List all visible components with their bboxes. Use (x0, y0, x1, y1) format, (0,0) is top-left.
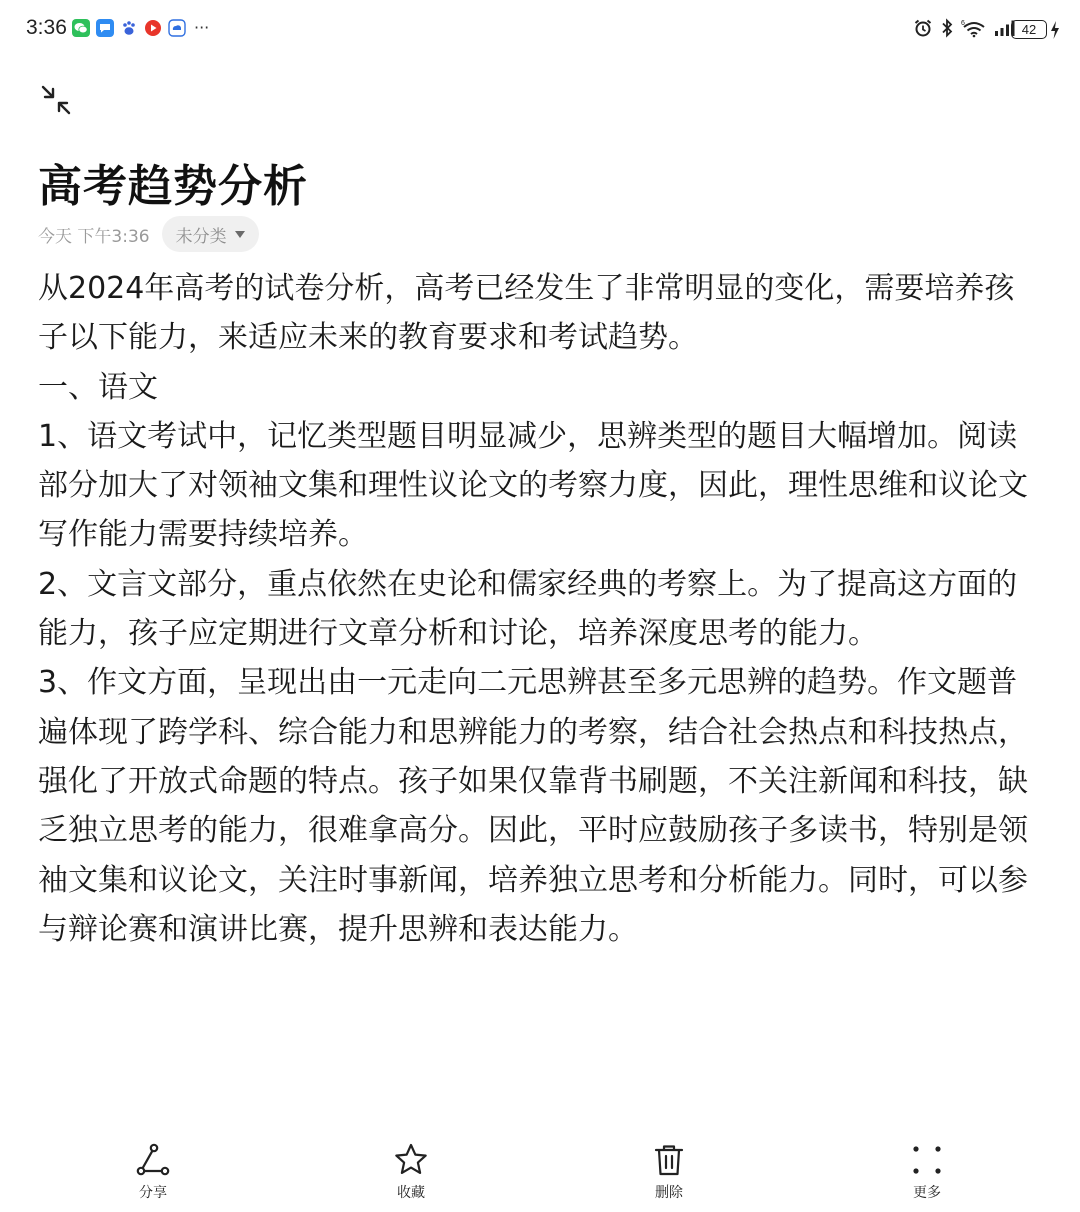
share-icon (135, 1142, 171, 1178)
note-paragraph: 3、作文方面，呈现出由一元走向二元思辨甚至多元思辨的趋势。作文题普遍体现了跨学科、综合能力和思辨能力的考察，结合社会热点和科技热点，强化了开放式命题的特点。孩子如果仅靠背书刷题，不关注新闻和科技，缺乏独立思考的能力，很难拿高分。因此，平时应鼓励孩子多读书，特别是领袖文集和议论文，关注时事新闻，培养独立思考和分析能力。同时，可以参与辩论赛和演讲比赛，提升思辨和表达能力。 (38, 665, 1028, 947)
note-paragraph: 从2024年高考的试卷分析，高考已经发生了非常明显的变化，需要培养孩子以下能力，来适应未来的教育要求和考试趋势。 (38, 271, 1015, 356)
category-selector[interactable] (162, 216, 259, 252)
charging-icon (1050, 21, 1060, 39)
wifi-6-icon (961, 18, 987, 38)
note-body[interactable] (38, 264, 1042, 954)
favorite-label: 收藏 (397, 1185, 425, 1201)
more-notifications-indicator: ··· (194, 18, 210, 37)
baidu-icon (120, 19, 138, 37)
category-label: 未分类 (175, 226, 227, 247)
bottom-toolbar (0, 1130, 1080, 1212)
system-icons (913, 18, 1018, 38)
share-label: 分享 (139, 1185, 167, 1201)
more-icon (909, 1142, 945, 1178)
bluetooth-icon (940, 18, 954, 38)
trash-icon (651, 1142, 687, 1178)
delete-label: 删除 (655, 1185, 683, 1201)
alarm-icon (913, 18, 933, 38)
more-label: 更多 (913, 1185, 941, 1201)
note-meta (38, 216, 259, 252)
status-time: 3:36 (26, 16, 67, 39)
collapse-button[interactable] (36, 80, 76, 120)
star-icon (393, 1142, 429, 1178)
wechat-icon (72, 19, 90, 37)
collapse-icon (39, 83, 73, 117)
delete-button[interactable] (619, 1140, 719, 1206)
favorite-button[interactable] (361, 1140, 461, 1206)
message-icon (96, 19, 114, 37)
note-paragraph: 一、语文 (38, 369, 158, 405)
caret-down-icon (235, 231, 245, 238)
notification-icons (72, 19, 209, 37)
note-paragraph: 1、语文考试中，记忆类型题目明显减少，思辨类型的题目大幅增加。阅读部分加大了对领袖文集和理性议论文的考察力度，因此，理性思维和议论文写作能力需要持续培养。 (38, 418, 1028, 553)
battery-level: 42 (1011, 20, 1047, 39)
more-button[interactable] (877, 1140, 977, 1206)
share-button[interactable] (103, 1140, 203, 1206)
video-app-icon (144, 19, 162, 37)
note-title[interactable]: 高考趋势分析 (38, 161, 308, 212)
status-bar (0, 0, 1080, 60)
battery-indicator (1011, 20, 1060, 39)
note-paragraph: 2、文言文部分，重点依然在史论和儒家经典的考察上。为了提高这方面的能力，孩子应定期进行文章分析和讨论，培养深度思考的能力。 (38, 566, 1018, 652)
svg-text:6: 6 (961, 20, 965, 27)
cloud-app-icon (168, 19, 186, 37)
note-date: 今天 下午3:36 (38, 226, 150, 247)
